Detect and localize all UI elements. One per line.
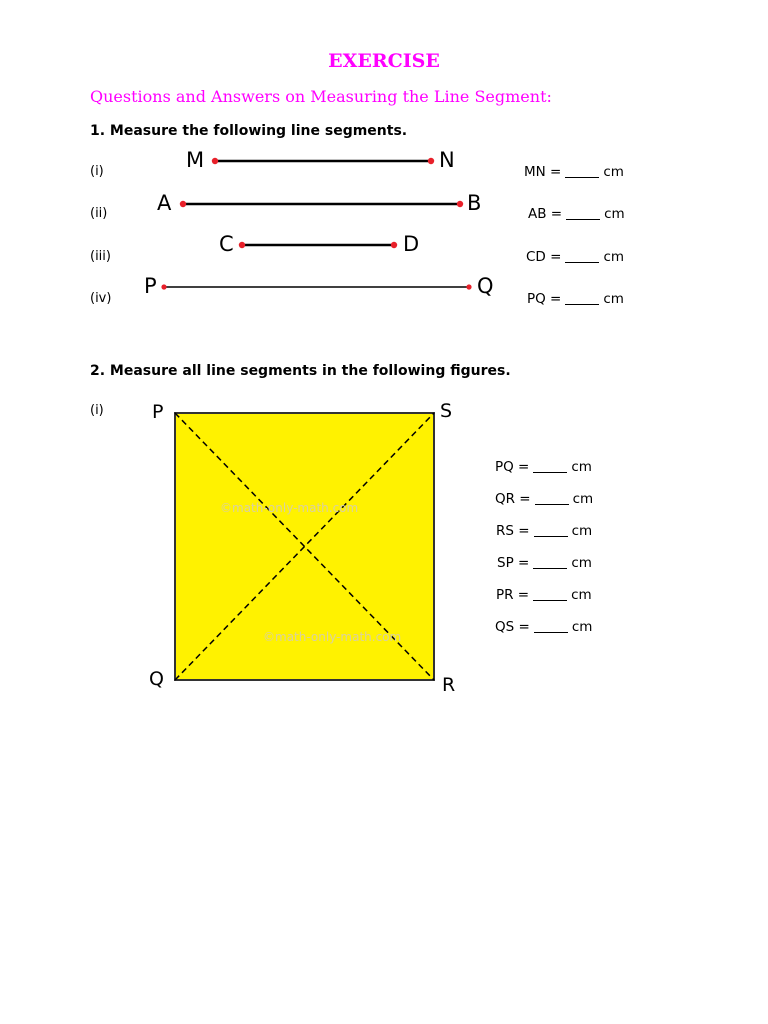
point-c-label: C [219,232,234,256]
point-d-label: D [403,232,420,256]
point-p-label: P [144,274,157,298]
watermark-top: ©math-only-math.com [220,501,359,515]
point-n-label: N [439,148,455,172]
answer-fig-qr: QR = cm [495,491,594,507]
answer-blank[interactable] [533,471,567,473]
answer-cd: CD = cm [526,249,625,265]
answer-pq: PQ = cm [527,291,624,307]
vertex-s-label: S [440,400,453,422]
vertex-q-label: Q [149,668,164,690]
item-ii-label: (ii) [90,206,108,221]
figure-i-label: (i) [90,403,104,418]
answer-blank[interactable] [533,599,567,601]
answer-fig-qs: QS = cm [495,619,593,635]
point-b-label: B [467,191,482,215]
watermark-bottom: ©math-only-math.com [263,630,402,644]
point-a-label: A [157,191,172,215]
item-iv-label: (iv) [90,291,112,306]
question-2-heading: 2. Measure all line segments in the following figures. [90,363,511,379]
item-iii-label: (iii) [90,249,111,264]
answer-blank[interactable] [535,503,569,505]
answer-blank[interactable] [534,631,568,633]
page-subtitle: Questions and Answers on Measuring the Line Segment: [90,87,552,106]
answer-mn: MN = cm [524,164,624,180]
page-title: EXERCISE [328,50,440,72]
answer-fig-rs: RS = cm [496,523,593,539]
answer-blank[interactable] [533,567,567,569]
answer-fig-pr: PR = cm [496,587,592,603]
item-i-label: (i) [90,164,104,179]
question-1-heading: 1. Measure the following line segments. [90,123,408,139]
answer-fig-sp: SP = cm [497,555,592,571]
answer-ab: AB = cm [528,206,625,222]
vertex-r-label: R [442,674,456,696]
point-m-label: M [186,148,205,172]
point-q-label: Q [477,274,494,298]
answer-blank[interactable] [534,535,568,537]
answer-fig-pq: PQ = cm [495,459,592,475]
vertex-p-label: P [152,401,164,423]
